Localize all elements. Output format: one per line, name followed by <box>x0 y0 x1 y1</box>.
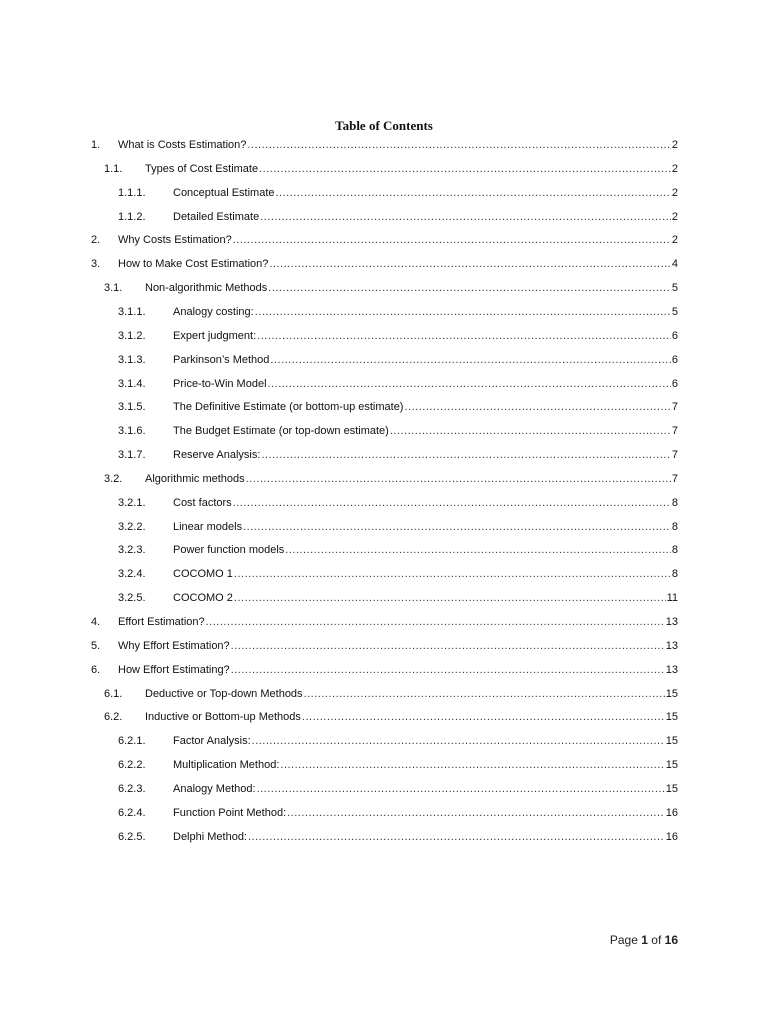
toc-entry[interactable] <box>118 542 678 558</box>
toc-entry-title: Factor Analysis: <box>173 735 251 748</box>
toc-entry-page: 11 <box>666 592 678 605</box>
toc-entry[interactable] <box>91 638 678 654</box>
toc-entry-title: Types of Cost Estimate <box>145 162 259 175</box>
toc-entry-number: 3.2.4. <box>118 568 146 581</box>
toc-dot-leader <box>231 662 665 678</box>
toc-entry-page: 8 <box>671 544 678 557</box>
toc-dot-leader <box>259 161 671 177</box>
toc-entry-number: 5. <box>91 639 101 652</box>
toc-entry-title: Expert judgment: <box>173 329 257 342</box>
toc-entry-number: 4. <box>91 616 101 628</box>
toc-entry-title: Detailed Estimate <box>173 210 260 223</box>
toc-dot-leader <box>257 781 665 797</box>
toc-entry[interactable] <box>118 399 678 415</box>
toc-entry-title: Function Point Method: <box>173 806 287 819</box>
toc-entry-number: 6.2. <box>104 711 123 724</box>
toc-entry-title: The Budget Estimate (or top-down estimate) <box>173 425 389 438</box>
toc-dot-leader <box>246 471 671 487</box>
toc-entry-page: 2 <box>671 162 678 175</box>
toc-dot-leader <box>302 709 665 725</box>
toc-dot-leader <box>268 376 671 392</box>
toc-entry-title: What is Costs Estimation? <box>118 139 247 151</box>
toc-entry-number: 1.1.2. <box>118 210 146 223</box>
toc-entry-number: 1. <box>91 139 101 151</box>
toc-entry-number: 6.2.4. <box>118 806 146 819</box>
toc-entry-page: 16 <box>665 830 678 843</box>
toc-entry-title: Why Effort Estimation? <box>118 639 230 652</box>
toc-entry-title: Cost factors <box>173 496 232 509</box>
toc-entry[interactable] <box>104 686 678 702</box>
toc-entry[interactable] <box>104 471 678 487</box>
toc-entry-title: Price-to-Win Model <box>173 377 267 390</box>
toc-entry[interactable] <box>118 733 678 749</box>
footer-current-page: 1 <box>641 933 648 947</box>
toc-entry-number: 3.1.6. <box>118 425 146 438</box>
toc-entry-number: 3.1.1. <box>118 305 146 318</box>
toc-entry-number: 6.1. <box>104 687 123 700</box>
toc-entry-page: 2 <box>671 210 678 223</box>
toc-dot-leader <box>206 614 665 630</box>
toc-entry-number: 3.2.1. <box>118 496 146 509</box>
toc-entry-title: How Effort Estimating? <box>118 663 230 676</box>
toc-entry-title: Reserve Analysis: <box>173 449 261 462</box>
toc-entry-page: 4 <box>671 258 678 271</box>
toc-entry[interactable] <box>118 185 678 201</box>
toc-entry-title: Analogy costing: <box>173 305 254 318</box>
toc-entry[interactable] <box>118 829 678 845</box>
toc-entry-page: 7 <box>671 401 678 414</box>
toc-entry-title: Delphi Method: <box>173 830 247 843</box>
toc-dot-leader <box>257 328 671 344</box>
toc-entry[interactable] <box>91 137 678 153</box>
toc-entry-title: Effort Estimation? <box>118 616 205 628</box>
toc-entry[interactable] <box>104 280 678 296</box>
toc-entry-page: 6 <box>671 353 678 366</box>
toc-entry-number: 6.2.3. <box>118 782 146 795</box>
toc-dot-leader <box>268 280 671 296</box>
toc-entry-number: 6.2.5. <box>118 830 146 843</box>
toc-entry[interactable] <box>91 662 678 678</box>
toc-dot-leader <box>234 590 666 606</box>
toc-entry[interactable] <box>118 566 678 582</box>
toc-entry-page: 8 <box>671 568 678 581</box>
toc-entry-page: 8 <box>671 520 678 533</box>
toc-dot-leader <box>390 423 671 439</box>
toc-entry[interactable] <box>118 519 678 535</box>
toc-entry-number: 3.2.2. <box>118 520 146 533</box>
toc-dot-leader <box>255 304 671 320</box>
toc-entry[interactable] <box>118 352 678 368</box>
toc-entry-page: 15 <box>665 735 678 748</box>
toc-entry[interactable] <box>118 757 678 773</box>
toc-dot-leader <box>231 638 665 654</box>
toc-entry-page: 7 <box>671 425 678 438</box>
footer-page-label: Page <box>609 933 638 947</box>
toc-entry[interactable] <box>118 328 678 344</box>
toc-entry-title: Algorithmic methods <box>145 472 245 485</box>
toc-dot-leader <box>233 495 671 511</box>
toc-entry-title: How to Make Cost Estimation? <box>118 258 269 271</box>
toc-entry-title: Parkinson’s Method <box>173 353 270 366</box>
toc-entry-number: 1.1. <box>104 162 123 175</box>
toc-dot-leader <box>252 733 665 749</box>
toc-title: Table of Contents <box>335 118 433 133</box>
toc-entry-page: 2 <box>671 186 678 199</box>
toc-entry-title: Linear models <box>173 520 243 533</box>
toc-entry-number: 3.2.3. <box>118 544 146 557</box>
toc-entry-page: 5 <box>671 282 678 295</box>
toc-entry-page: 2 <box>671 139 678 151</box>
toc-entry-page: 7 <box>671 472 678 485</box>
toc-entry-title: COCOMO 2 <box>173 592 233 605</box>
toc-entry-number: 3.1.3. <box>118 353 146 366</box>
toc-entry-title: Non-algorithmic Methods <box>145 282 268 295</box>
toc-entry-page: 13 <box>665 639 678 652</box>
toc-entry-number: 2. <box>91 234 101 247</box>
toc-dot-leader <box>260 209 671 225</box>
toc-entry[interactable] <box>118 495 678 511</box>
toc-entry-page: 6 <box>671 377 678 390</box>
toc-entry-page: 15 <box>665 711 678 724</box>
toc-entry[interactable] <box>91 614 678 630</box>
toc-dot-leader <box>261 447 670 463</box>
toc-entry[interactable] <box>118 304 678 320</box>
toc-entry-number: 3. <box>91 258 101 271</box>
toc-entry-page: 15 <box>665 759 678 772</box>
toc-entry-number: 3.2. <box>104 472 123 485</box>
toc-entry[interactable] <box>118 805 678 821</box>
toc-entry[interactable] <box>118 423 678 439</box>
toc-entry-page: 13 <box>665 663 678 676</box>
toc-entry-title: Power function models <box>173 544 285 557</box>
footer-total-pages: 16 <box>664 933 678 947</box>
toc-entry-title: Multiplication Method: <box>173 759 280 772</box>
toc-dot-leader <box>276 185 671 201</box>
toc-entry-page: 7 <box>671 449 678 462</box>
toc-entry[interactable] <box>104 161 678 177</box>
toc-entry-page: 16 <box>665 806 678 819</box>
toc-dot-leader <box>404 399 670 415</box>
toc-entry-page: 2 <box>671 234 678 247</box>
toc-dot-leader <box>280 757 664 773</box>
page-footer <box>610 933 678 947</box>
toc-dot-leader <box>234 566 671 582</box>
toc-entry-page: 5 <box>671 305 678 318</box>
toc-entry[interactable] <box>118 590 678 606</box>
toc-entry[interactable] <box>91 232 678 248</box>
footer-of-label: of <box>651 933 662 947</box>
toc-dot-leader <box>285 542 671 558</box>
toc-dot-leader <box>287 805 665 821</box>
toc-entry-number: 6. <box>91 663 101 676</box>
toc-entry-page: 15 <box>665 782 678 795</box>
toc-dot-leader <box>247 137 671 153</box>
toc-dot-leader <box>270 352 670 368</box>
toc-entry-number: 1.1.1. <box>118 186 146 199</box>
toc-dot-leader <box>248 829 665 845</box>
toc-entry-number: 3.1.2. <box>118 329 146 342</box>
toc-entry-title: Analogy Method: <box>173 782 256 795</box>
toc-entry-number: 6.2.1. <box>118 735 146 748</box>
toc-entry-title: Inductive or Bottom-up Methods <box>145 711 301 724</box>
toc-entry-title: Why Costs Estimation? <box>118 234 232 247</box>
toc-dot-leader <box>233 232 671 248</box>
toc-entry-page: 8 <box>671 496 678 509</box>
toc-entry-page: 15 <box>665 687 678 700</box>
toc-entry[interactable] <box>91 256 678 272</box>
toc-dot-leader <box>243 519 671 535</box>
toc-entry-title: The Definitive Estimate (or bottom-up estimate) <box>173 401 404 414</box>
toc-entry-number: 3.1.5. <box>118 401 146 414</box>
toc-entry-title: Conceptual Estimate <box>173 186 275 199</box>
toc-entry-title: Deductive or Top-down Methods <box>145 687 303 700</box>
toc-entry[interactable] <box>118 376 678 392</box>
toc-entry[interactable] <box>104 709 678 725</box>
toc-entry-number: 3.2.5. <box>118 592 146 605</box>
toc-entry-number: 3.1.7. <box>118 449 146 462</box>
toc-entry[interactable] <box>118 447 678 463</box>
toc-entry-page: 13 <box>665 616 678 628</box>
toc-entry-number: 3.1. <box>104 282 123 295</box>
toc-entry-number: 6.2.2. <box>118 759 146 772</box>
toc-entry-page: 6 <box>671 329 678 342</box>
toc-entry[interactable] <box>118 781 678 797</box>
toc-entry-title: COCOMO 1 <box>173 568 233 581</box>
toc-entry-number: 3.1.4. <box>118 377 146 390</box>
toc-dot-leader <box>304 686 665 702</box>
toc-entry[interactable] <box>118 209 678 225</box>
toc-dot-leader <box>269 256 670 272</box>
